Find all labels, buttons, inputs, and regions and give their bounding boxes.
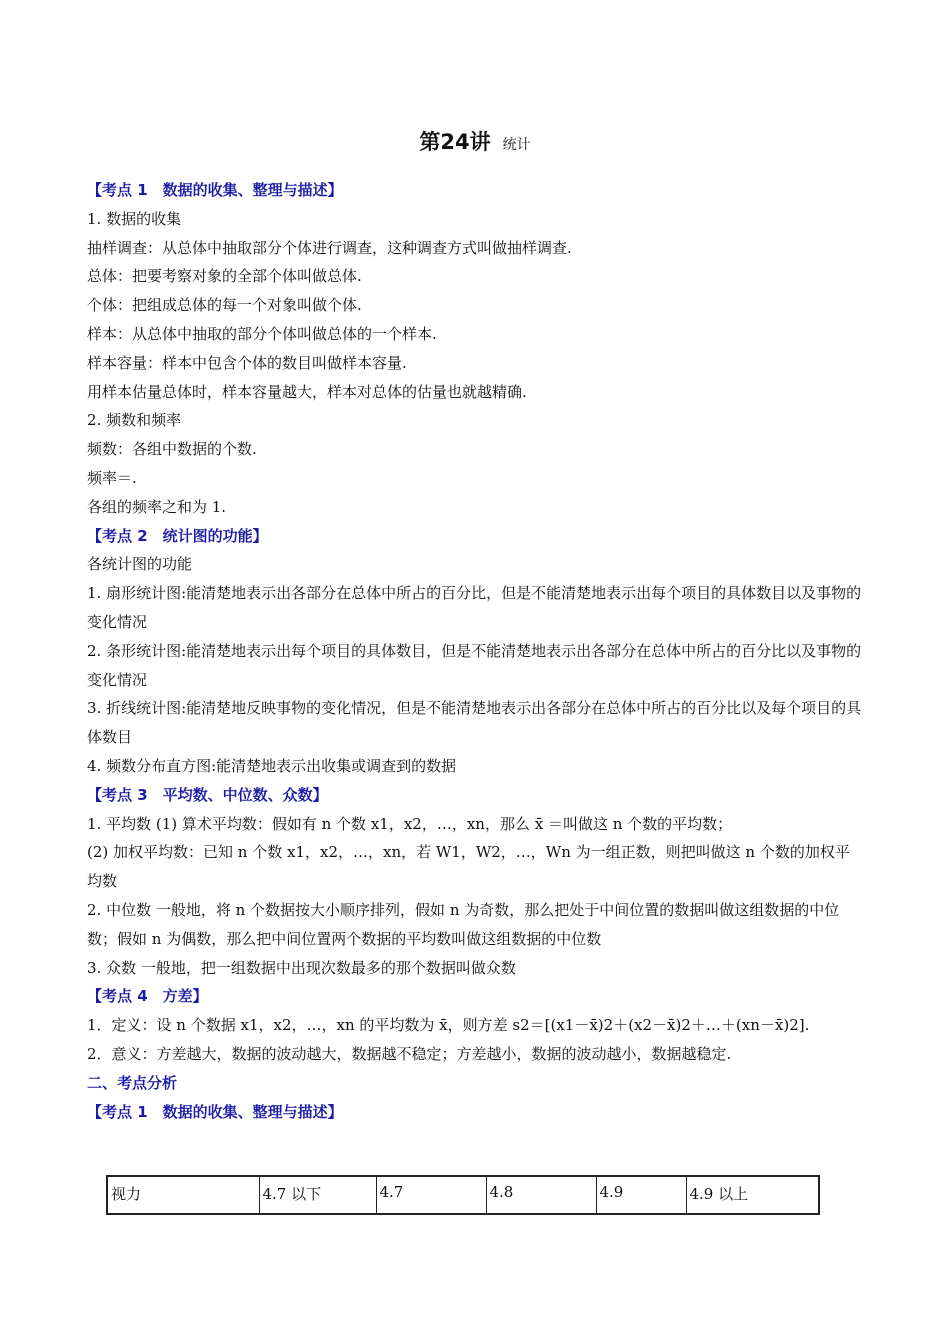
k1-line-11: 各组的频率之和为 1. xyxy=(87,497,227,516)
section2-subheading: 【考点 1 数据的收集、整理与描述】 xyxy=(87,1102,343,1121)
k1-line-1: 1. 数据的收集 xyxy=(87,209,182,228)
table-cell: 4.9 xyxy=(596,1176,686,1214)
table-cell: 视力 xyxy=(107,1176,259,1214)
section2-heading: 二、考点分析 xyxy=(87,1073,178,1092)
k1-line-9: 频数：各组中数据的个数. xyxy=(87,440,257,459)
k2-intro: 各统计图的功能 xyxy=(87,555,193,574)
table-cell: 4.7 xyxy=(376,1176,486,1214)
k2-para-4: 4. 频数分布直方图:能清楚地表示出收集或调查到的数据 xyxy=(87,756,457,775)
k3-para-4: 3. 众数 一般地，把一组数据中出现次数最多的那个数据叫做众数 xyxy=(87,958,516,977)
k4-para-1: 1．定义：设 n 个数据 x1，x2，…，xn 的平均数为 x̄，则方差 s2＝[(x1－x̄)2＋(x2－x̄)2＋…＋(xn－x̄)2]. xyxy=(87,1016,810,1035)
k1-line-2: 抽样调查：从总体中抽取部分个体进行调查，这种调查方式叫做抽样调查. xyxy=(87,238,572,257)
k1-line-4: 个体：把组成总体的每一个对象叫做个体. xyxy=(87,296,362,315)
k1-line-7: 用样本估量总体时，样本容量越大，样本对总体的估量也就越精确. xyxy=(87,382,527,401)
title-sub: 统计 xyxy=(502,137,531,153)
k1-line-8: 2. 频数和频率 xyxy=(87,411,182,430)
k2-para-1: 1. 扇形统计图:能清楚地表示出各部分在总体中所占的百分比，但是不能清楚地表示出每个项目的具体数目以及事物的变化情况 xyxy=(87,584,862,631)
page-title xyxy=(0,126,950,156)
k1-line-6: 样本容量：样本中包含个体的数目叫做样本容量. xyxy=(87,353,407,372)
k4-heading: 【考点 4 方差】 xyxy=(87,987,208,1006)
k4-para-2: 2．意义：方差越大，数据的波动越大，数据越不稳定；方差越小，数据的波动越小，数据越稳定. xyxy=(87,1044,732,1063)
k3-para-3: 2. 中位数 一般地，将 n 个数据按大小顺序排列，假如 n 为奇数，那么把处于中间位置的数据叫做这组数据的中位数；假如 n 为偶数，那么把中间位置两个数据的平均数叫做这组数据的中位数 xyxy=(87,900,840,948)
k2-heading: 【考点 2 统计图的功能】 xyxy=(87,526,268,545)
k3-para-2: (2) 加权平均数：已知 n 个数 x1，x2，…，xn，若 W1，W2，…，Wn 为一组正数，则把叫做这 n 个数的加权平均数 xyxy=(87,843,850,891)
table-cell: 4.8 xyxy=(486,1176,596,1214)
k1-line-5: 样本：从总体中抽取的部分个体叫做总体的一个样本. xyxy=(87,324,437,343)
k1-heading: 【考点 1 数据的收集、整理与描述】 xyxy=(87,181,343,199)
k3-heading: 【考点 3 平均数、中位数、众数】 xyxy=(87,785,328,804)
table-cell: 4.7 以下 xyxy=(259,1176,376,1214)
title-main: 第24讲 xyxy=(419,130,491,154)
vision-table xyxy=(106,1175,820,1215)
k2-para-2: 2. 条形统计图:能清楚地表示出每个项目的具体数目，但是不能清楚地表示出各部分在总体中所占的百分比以及事物的变化情况 xyxy=(87,641,862,689)
k3-para-1: 1. 平均数 (1) 算术平均数：假如有 n 个数 x1，x2，…，xn，那么 x̄ ＝叫做这 n 个数的平均数； xyxy=(87,814,733,833)
table-cell: 4.9 以上 xyxy=(686,1176,819,1214)
table-row xyxy=(107,1176,819,1214)
content xyxy=(87,176,862,1126)
k1-line-3: 总体：把要考察对象的全部个体叫做总体. xyxy=(87,267,362,286)
k2-para-3: 3. 折线统计图:能清楚地反映事物的变化情况，但是不能清楚地表示出各部分在总体中所占的百分比以及每个项目的具体数目 xyxy=(87,699,862,747)
k1-line-10: 频率＝. xyxy=(87,468,137,487)
